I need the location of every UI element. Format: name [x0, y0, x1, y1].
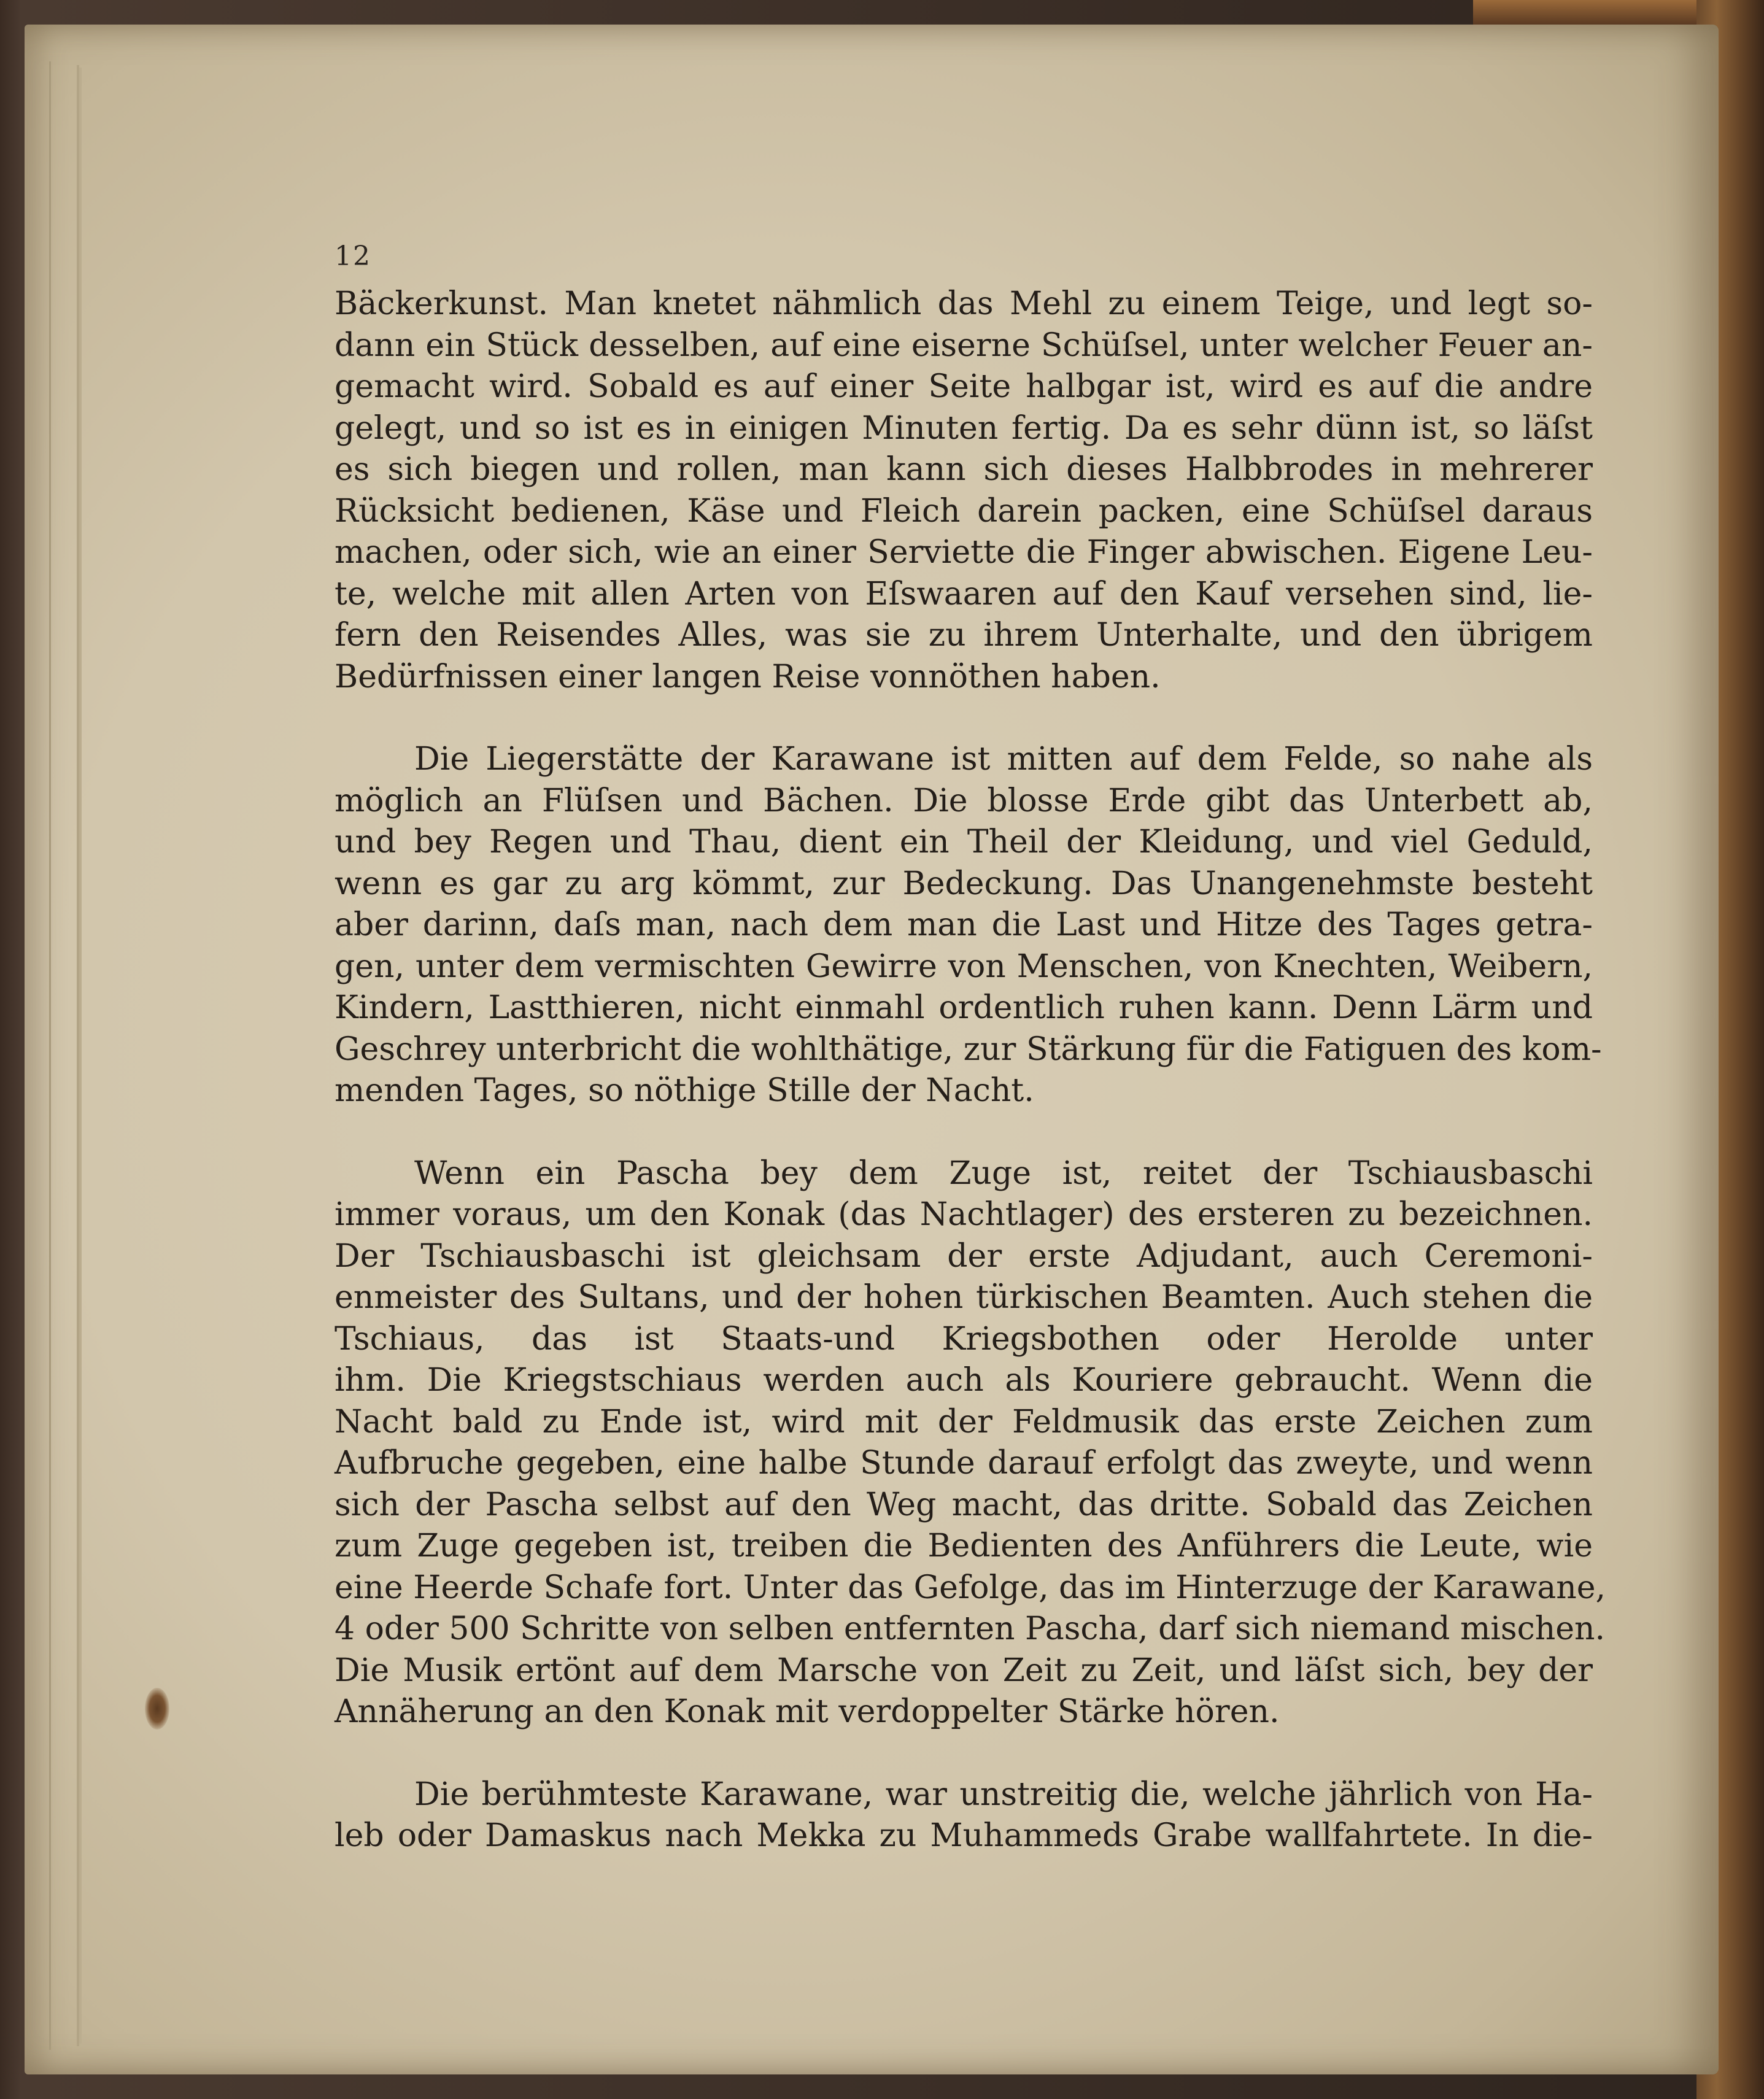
text-line: Wenn ein Pascha bey dem Zuge ist, reitet der Tschiausbaschi [414, 1154, 1593, 1192]
text-line: Rücksicht bedienen, Käse und Fleich darein packen, eine Schüſsel daraus [335, 492, 1593, 530]
text-line: Die berühmteste Karawane, war unstreitig die, welche jährlich von Ha- [414, 1776, 1593, 1813]
text-line: immer voraus, um den Konak (das Nachtlager) des ersteren zu bezeichnen. [335, 1196, 1593, 1233]
text-line: und bey Regen und Thau, dient ein Theil der Kleidung, und viel Geduld, [335, 824, 1593, 860]
text-line: Aufbruche gegeben, eine halbe Stunde darauf erfolgt das zweyte, und wenn [335, 1445, 1593, 1482]
text-line: fern den Reisendes Alles, was sie zu ihrem Unterhalte, und den übrigem [335, 617, 1593, 654]
paragraph-2 [335, 739, 1602, 1112]
text-line: gen, unter dem vermischten Gewirre von Menschen, von Knechten, Weibern, [335, 948, 1593, 985]
text-line: Tschiaus, das ist Staats-und Kriegsbothen oder Herolde unter [335, 1320, 1593, 1358]
text-line: Die Musik ertönt auf dem Marsche von Zeit zu Zeit, und läſst sich, bey der [335, 1652, 1593, 1689]
text-line: menden Tages, so nöthige Stille der Nacht. [335, 1072, 1034, 1109]
text-line: Bäckerkunst. Man knetet nähmlich das Mehl zu einem Teige, und legt so- [335, 285, 1593, 322]
text-line: Nacht bald zu Ende ist, wird mit der Feldmusik das erste Zeichen zum [335, 1403, 1593, 1440]
text-line: ihm. Die Kriegstschiaus werden auch als Kouriere gebraucht. Wenn die [335, 1362, 1593, 1399]
body-text [335, 284, 1606, 1857]
text-line: te, welche mit allen Arten von Eſswaaren auf den Kauf versehen sind, lie- [335, 575, 1593, 613]
text-line: es sich biegen und rollen, man kann sich dieses Halbbrodes in mehrerer [335, 451, 1593, 488]
text-line: zum Zuge gegeben ist, treiben die Bedienten des Anführers die Leute, wie [335, 1528, 1593, 1564]
text-line: eine Heerde Schafe fort. Unter das Gefolge, das im Hinterzuge der Karawane, [335, 1569, 1606, 1606]
text-line: enmeister des Sultans, und der hohen türkischen Beamten. Auch stehen die [335, 1279, 1593, 1316]
paragraph-1 [335, 284, 1593, 698]
text-line: Bedürfnissen einer langen Reise vonnöthen haben. [335, 658, 1161, 695]
text-line: Der Tschiausbaschi ist gleichsam der erste Adjudant, auch Ceremoni- [335, 1237, 1593, 1275]
text-line: Geschrey unterbricht die wohlthätige, zur Stärkung für die Fatiguen des kom- [335, 1030, 1602, 1068]
text-line: wenn es gar zu arg kömmt, zur Bedeckung. Das Unangenehmste besteht [335, 865, 1593, 902]
ink-stain [145, 1688, 169, 1730]
text-line: gemacht wird. Sobald es auf einer Seite halbgar ist, wird es auf die andre [335, 368, 1593, 405]
page-number: 12 [335, 241, 371, 272]
text-line: leb oder Damaskus nach Mekka zu Muhammeds Grabe wallfahrtete. In die- [335, 1817, 1593, 1854]
text-line: gelegt, und so ist es in einigen Minuten fertig. Da es sehr dünn ist, so läſst [335, 409, 1593, 447]
text-line: Die Liegerstätte der Karawane ist mitten auf dem Felde, so nahe als [414, 741, 1593, 778]
text-line: 4 oder 500 Schritte von selben entfernten Pascha, darf sich niemand mischen. [335, 1610, 1605, 1647]
page-edges [49, 61, 77, 2050]
text-line: dann ein Stück desselben, auf eine eiserne Schüſsel, unter welcher Feuer an- [335, 327, 1593, 364]
text-line: aber darinn, daſs man, nach dem man die Last und Hitze des Tages getra- [335, 906, 1593, 943]
text-line: Annäherung an den Konak mit verdoppelter Stärke hören. [335, 1693, 1280, 1730]
text-line: sich der Pascha selbst auf den Weg macht, das dritte. Sobald das Zeichen [335, 1486, 1593, 1523]
paragraph-3 [335, 1153, 1606, 1733]
text-line: machen, oder sich, wie an einer Serviette die Finger abwischen. Eigene Leu- [335, 534, 1593, 571]
text-line: möglich an Flüſsen und Bächen. Die blosse Erde gibt das Unterbett ab, [335, 782, 1593, 819]
text-line: Kindern, Lastthieren, nicht einmahl ordentlich ruhen kann. Denn Lärm und [335, 989, 1593, 1026]
paragraph-4 [335, 1774, 1593, 1857]
